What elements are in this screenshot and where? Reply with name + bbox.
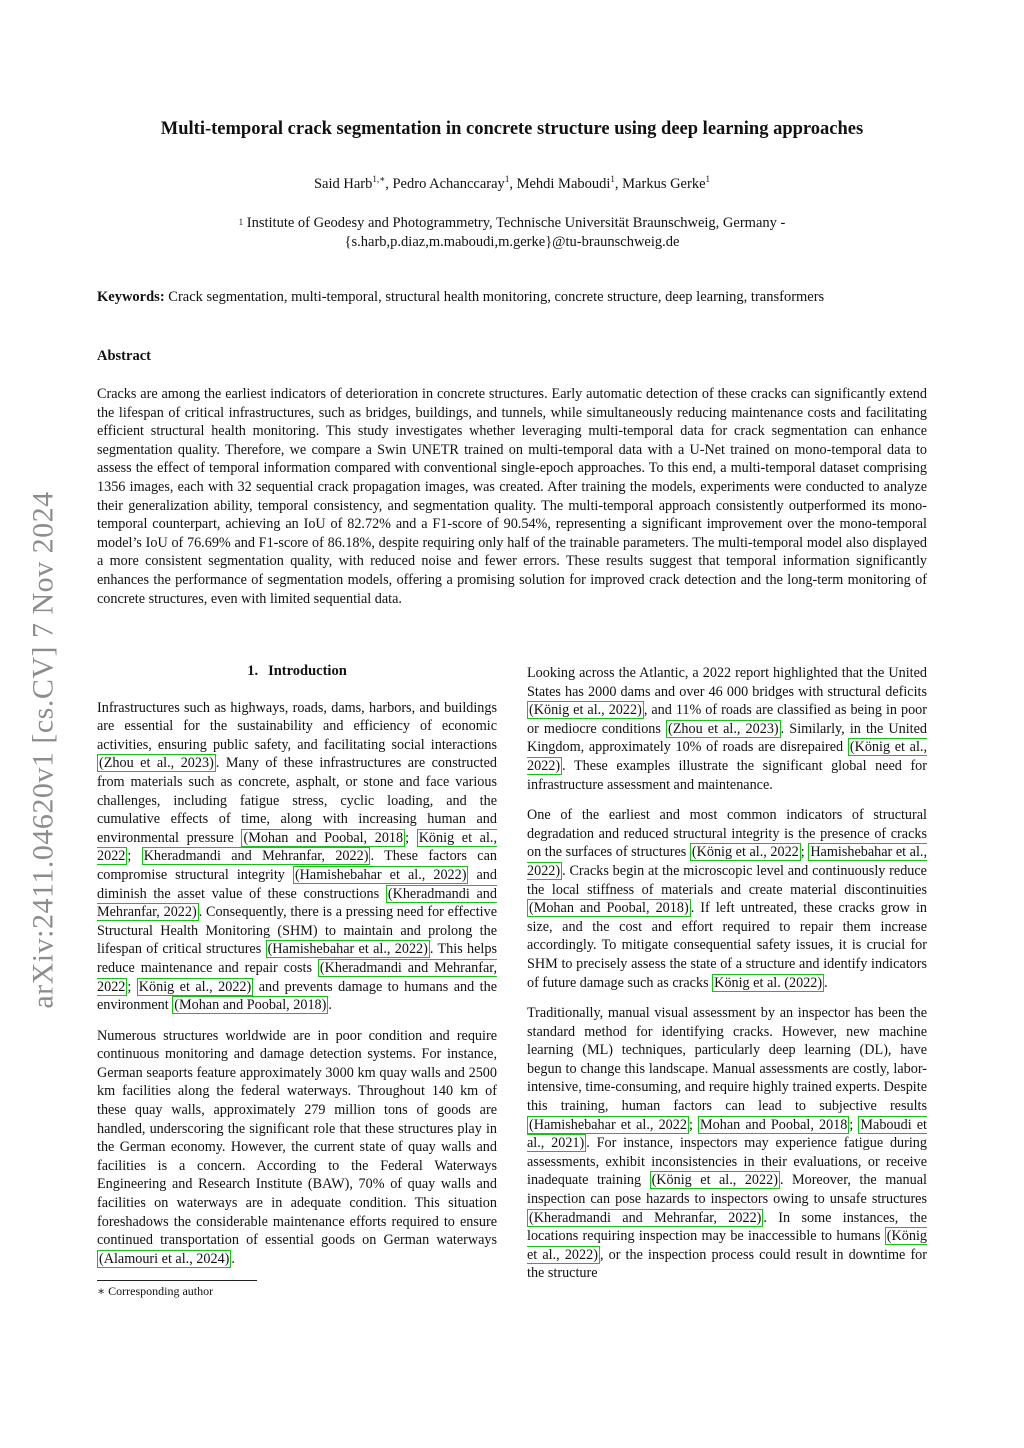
- citation-link[interactable]: (Hamishebahar et al., 2022): [294, 866, 467, 883]
- right-column: [527, 664, 927, 1295]
- paragraph-text: ;: [127, 848, 142, 865]
- paragraph-text: . These examples illustrate the significant global need for infrastructure assessment and maintenance.: [527, 757, 927, 793]
- paragraph: [97, 1027, 497, 1269]
- paragraph-text: ;: [800, 844, 809, 861]
- citation-link[interactable]: (Kheradmandi and Mehranfar, 2022): [97, 885, 497, 921]
- section-heading-introduction: [97, 662, 497, 681]
- citation-link[interactable]: (Kheradmandi and Mehranfar, 2022: [97, 959, 497, 995]
- author-name: Mehdi Maboudi: [516, 176, 611, 192]
- paragraph-text: .: [231, 1250, 235, 1267]
- paragraph-text: . For instance, inspectors may experience fatigue during assessments, exhibit inconsistencies in their evaluations, or receive inadequate training: [527, 1135, 927, 1189]
- citation-link[interactable]: Maboudi et al., 2021): [527, 1116, 928, 1152]
- paragraph-text: , and 11% of roads are classified as being in poor or mediocre conditions: [527, 702, 927, 737]
- paragraph-text: ;: [688, 1116, 699, 1133]
- citation-link[interactable]: (Mohan and Poobal, 2018): [174, 997, 327, 1014]
- citation-link[interactable]: (Zhou et al., 2023): [99, 755, 214, 772]
- paragraph-text: .: [824, 974, 828, 991]
- affiliation: [97, 214, 927, 252]
- paragraph-text: .: [328, 997, 332, 1014]
- paragraph: [97, 699, 497, 1015]
- author-list: Said Harb$^{1,∗}$, Pedro Achanccaray$^1$, Mehdi Maboudi$^1$, Markus Gerke$^1$: [313, 174, 711, 192]
- paragraph-text: ;: [127, 978, 137, 995]
- paragraph-text: . Consequently, there is a pressing need for effective Structural Health Monitoring (SHM) to maintain and prolong the lifespan of critical structures: [97, 904, 497, 958]
- paragraph-text: Traditionally, manual visual assessment by an inspector has been the standard method for identifying cracks. However, new machine learning (ML) techniques, particularly deep learning (DL), have begun to change this landscape. Manual assessments are costly, labor-intensive, time-consuming, and require highly trained experts. Despite this training, human factors can lead to subjective results: [527, 1005, 927, 1115]
- abstract-text: Cracks are among the earliest indicators of deterioration in concrete structures. Early automatic detection of these cracks can significantly extend the lifespan of critical infrastructures, such as bridges, buildings, and tunnels, while simultaneously reducing maintenance costs and facilitating efficient structural health monitoring. This study investigates whether leveraging multi-temporal data for crack segmentation can enhance segmentation quality. Therefore, we compare a Swin UNETR trained on multi-temporal data with a U-Net trained on mono-temporal data to assess the effect of temporal information compared with conventional single-epoch approaches. To this end, a multi-temporal dataset comprising 1356 images, each with 32 sequential crack propagation images, was created. After training the models, experiments were conducted to analyze their generalization ability, temporal consistency, and segmentation quality. The multi-temporal approach consistently outperformed its mono-temporal counterpart, achieving an IoU of 82.72% and a F1-score of 90.54%, representing a significant improvement over the mono-temporal model’s IoU of 76.69% and F1-score of 86.18%, despite requiring only half of the trainable parameters. The multi-temporal model also displayed a more consistent segmentation quality, with reduced noise and fewer errors. These results suggest that temporal information significantly enhances the performance of segmentation models, offering a promising solution for improved crack detection and the long-term monitoring of concrete structures, even with limited sequential data.: [97, 386, 927, 607]
- author-name: Said Harb: [313, 176, 373, 192]
- citation-link[interactable]: Hamishebahar et al., 2022): [527, 844, 927, 879]
- citation-link[interactable]: (Hamishebahar et al., 2022): [267, 941, 428, 958]
- citation-link[interactable]: König et al., 2022: [97, 829, 497, 865]
- citation-link[interactable]: (König et al., 2022): [529, 702, 642, 719]
- footnote: ∗ Corresponding author: [97, 1284, 214, 1299]
- author-affiliation-mark: 1,∗: [372, 174, 386, 184]
- paragraph-text: Infrastructures such as highways, roads, dams, harbors, and buildings are essential for the sustainability and efficiency of economic activities, ensuring public safety, and facilitating social interactions: [97, 699, 497, 753]
- citation-link[interactable]: Mohan and Poobal, 2018: [700, 1116, 848, 1133]
- author-name: Pedro Achanccaray: [392, 176, 505, 192]
- paragraph-text: . If left untreated, these cracks grow in size, and the cost and effort required to repair them increase accordingly. To mitigate consequential safety issues, it is crucial for SHM to precisely assess the state of a structure and identify indicators of future damage such as cracks: [527, 900, 927, 991]
- section-number: 1.: [247, 663, 259, 679]
- author-name: Markus Gerke: [622, 176, 706, 192]
- citation-link[interactable]: König et al. (2022): [714, 974, 823, 991]
- citation-link[interactable]: (Mohan and Poobal, 2018: [243, 829, 404, 846]
- paragraph: [527, 664, 927, 794]
- citation-link[interactable]: (Hamishebahar et al., 2022: [529, 1116, 687, 1133]
- citation-link[interactable]: (Alamouri et al., 2024): [99, 1250, 230, 1267]
- keywords-label: Keywords:: [97, 289, 165, 305]
- section-title: Introduction: [268, 663, 347, 679]
- paragraph: [527, 806, 927, 992]
- citation-link[interactable]: (König et al., 2022: [691, 844, 799, 861]
- paragraph-text: . Similarly, in the United Kingdom, approximately 10% of roads are disrepaired: [527, 720, 928, 756]
- paragraph-text: ;: [849, 1116, 859, 1133]
- paragraph-text: One of the earliest and most common indicators of structural degradation and reduced structural integrity is the presence of cracks on the surfaces of structures: [527, 807, 927, 861]
- abstract-heading: Abstract: [97, 348, 151, 364]
- author-affiliation-mark: 1: [504, 174, 510, 184]
- keywords: [97, 289, 927, 306]
- citation-link[interactable]: (Kheradmandi and Mehranfar, 2022): [529, 1209, 762, 1226]
- citation-link[interactable]: (König et al., 2022): [651, 1172, 778, 1189]
- paragraph-text: Numerous structures worldwide are in poor condition and require continuous monitoring and damage detection systems. For instance, German seaports feature approximately 3000 km quay walls and 2500 km facilities along the federal waterways. Throughout 140 km of these quay walls, approximately 279 million tons of goods are handled, underscoring the significant role that these structures play in the German economy. However, the current state of quay walls and facilities is a concern. According to the Federal Waterways Engineering and Research Institute (BAW), 70% of quay walls and facilities on waterways are in adequate condition. This situation foreshadows the considerable maintenance efforts required to ensure continued transportation of essential goods on German waterways: [97, 1027, 497, 1249]
- paragraph-text: . In some instances, the locations requiring inspection may be inaccessible to humans: [527, 1209, 927, 1245]
- keywords-text: Crack segmentation, multi-temporal, structural health monitoring, concrete structure, deep learning, transformers: [168, 289, 825, 305]
- affiliation-institute: Institute of Geodesy and Photogrammetry, Technische Universität Braunschweig, Germany -: [246, 215, 786, 231]
- footnote-rule: [97, 1280, 257, 1281]
- paper-title: Multi-temporal crack segmentation in concrete structure using deep learning approaches: [160, 119, 864, 139]
- arxiv-stamp-text: arXiv:2411.04620v1 [cs.CV] 7 Nov 2024: [27, 491, 60, 1009]
- author-affiliation-mark: 1: [610, 174, 615, 184]
- citation-link[interactable]: Kheradmandi and Mehranfar, 2022): [143, 848, 369, 865]
- citation-link[interactable]: (Mohan and Poobal, 2018): [529, 900, 689, 917]
- citation-link[interactable]: (König et al., 2022): [527, 739, 927, 774]
- paragraph-text: . Cracks begin at the microscopic level and continuously reduce the local stiffness of materials and create material discontinuities: [527, 862, 927, 898]
- citation-link[interactable]: König et al., 2022): [138, 978, 252, 995]
- paragraph-text: Looking across the Atlantic, a 2022 report highlighted that the United States has 2000 dams and over 46 000 bridges with structural deficits: [527, 665, 927, 700]
- paragraph-text: . These factors can compromise structural integrity: [97, 848, 497, 883]
- paragraph-text: ;: [405, 829, 417, 846]
- citation-link[interactable]: (König et al., 2022): [527, 1228, 927, 1263]
- paragraph-text: , or the inspection process could result in downtime for the structure: [527, 1246, 927, 1282]
- citation-link[interactable]: (Zhou et al., 2023): [668, 720, 779, 737]
- paragraph-text: and prevents damage to humans and the environment: [97, 978, 498, 1014]
- paragraph-text: . Many of these infrastructures are constructed from materials such as concrete, asphalt, or stone and face various challenges, including fatigue stress, cyclic loading, and the cumulative effects of time, along with increasing human and environmental pressure: [97, 755, 497, 846]
- left-column: [97, 662, 497, 1299]
- arxiv-stamp: [22, 455, 66, 1045]
- author-affiliation-mark: 1: [705, 174, 711, 184]
- affiliation-emails: {s.harb,p.diaz,m.maboudi,m.gerke}@tu-braunschweig.de: [344, 234, 680, 250]
- paragraph-text: . This helps reduce maintenance and repair costs: [97, 941, 497, 976]
- paragraph: [527, 1004, 927, 1283]
- affiliation-mark: 1: [238, 217, 244, 227]
- paragraph-text: . Moreover, the manual inspection can pose hazards to inspectors owing to unsafe structures: [527, 1172, 927, 1208]
- paragraph-text: and diminish the asset value of these constructions: [97, 866, 497, 902]
